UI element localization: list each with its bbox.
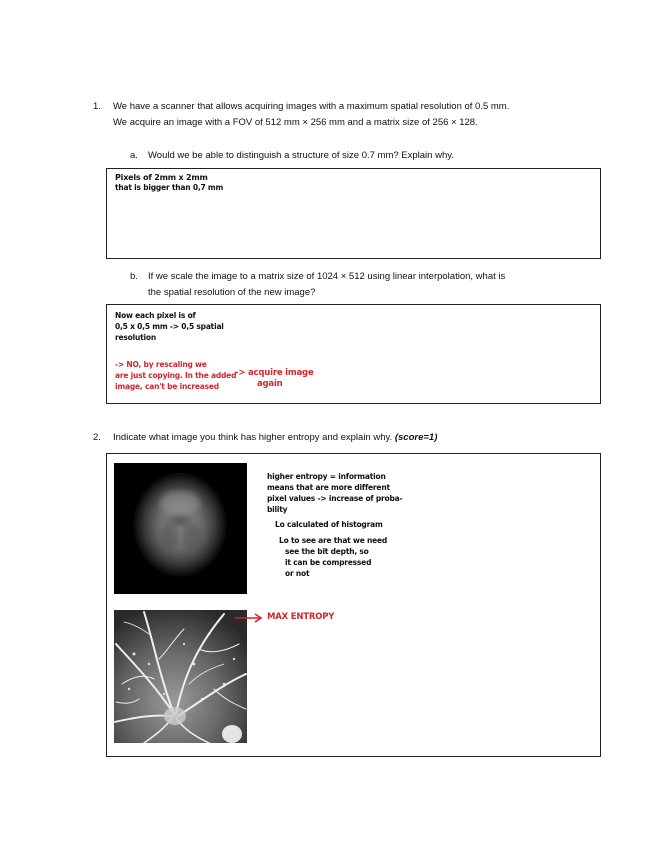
question-2	[93, 431, 613, 445]
answer-2-line-8: it can be compressed	[285, 558, 372, 567]
correction-1b-line-1: -> NO, by rescaling we	[115, 360, 207, 369]
question-1b-line2: the spatial resolution of the new image?	[148, 287, 316, 298]
correction-1b-line-2: are just copying. In the added	[115, 371, 237, 380]
answer-2-line-2: means that are more different	[267, 483, 390, 492]
question-1	[93, 100, 613, 130]
blurry-brain-graphic	[114, 463, 247, 594]
answer-1b-line-3: resolution	[115, 333, 156, 342]
question-1-line1: We have a scanner that allows acquiring images with a maximum spatial resolution of 0.5 mm.	[113, 101, 510, 112]
correction-1b-arrow: -> acquire image	[235, 368, 314, 378]
question-1b	[130, 270, 580, 300]
question-1a	[130, 149, 580, 163]
red-arrow-icon	[234, 612, 266, 624]
answer-2-line-7: see the bit depth, so	[285, 547, 369, 556]
question-1-number: 1.	[93, 101, 101, 112]
question-1-line2: We acquire an image with a FOV of 512 mm × 256 mm and a matrix size of 256 × 128.	[113, 117, 478, 128]
answer-2-line-6: Lo to see are that we need	[279, 536, 388, 545]
answer-box-1a[interactable]	[106, 168, 601, 259]
answer-2-line-4: bility	[267, 505, 288, 514]
answer-box-1b[interactable]	[106, 304, 601, 404]
question-1a-text: Would we be able to distinguish a structure of size 0.7 mm? Explain why.	[148, 150, 454, 161]
answer-1b-line-1: Now each pixel is of	[115, 311, 196, 320]
question-1b-line1: If we scale the image to a matrix size of 1024 × 512 using linear interpolation, what is	[148, 271, 506, 282]
correction-1b-arrow-2: again	[257, 379, 283, 389]
answer-2-line-3: pixel values -> increase of proba-	[267, 494, 403, 503]
retina-angiography-image	[114, 604, 247, 743]
correction-1b-line-3: image, can't be increased	[115, 382, 219, 391]
question-1b-letter: b.	[130, 271, 138, 282]
question-1a-letter: a.	[130, 150, 138, 161]
max-entropy-label: MAX ENTROPY	[267, 612, 335, 622]
answer-1b-line-2: 0,5 x 0,5 mm -> 0,5 spatial	[115, 322, 224, 331]
question-2-text-line	[113, 431, 437, 445]
answer-2-line-5: Lo calculated of histogram	[275, 520, 383, 529]
answer-box-2[interactable]	[106, 453, 601, 757]
blurry-brain-image	[114, 463, 247, 594]
answer-1a-line-2: that is bigger than 0,7 mm	[115, 183, 224, 192]
question-2-text: Indicate what image you think has higher entropy and explain why.	[113, 432, 393, 443]
question-2-number: 2.	[93, 432, 101, 443]
question-2-score: (score=1)	[394, 432, 438, 443]
answer-2-line-9: or not	[285, 569, 310, 578]
answer-2-line-1: higher entropy = information	[267, 472, 386, 481]
retina-vessels-graphic	[114, 604, 247, 743]
answer-1a-line-1: Pixels of 2mm x 2mm	[115, 173, 208, 182]
